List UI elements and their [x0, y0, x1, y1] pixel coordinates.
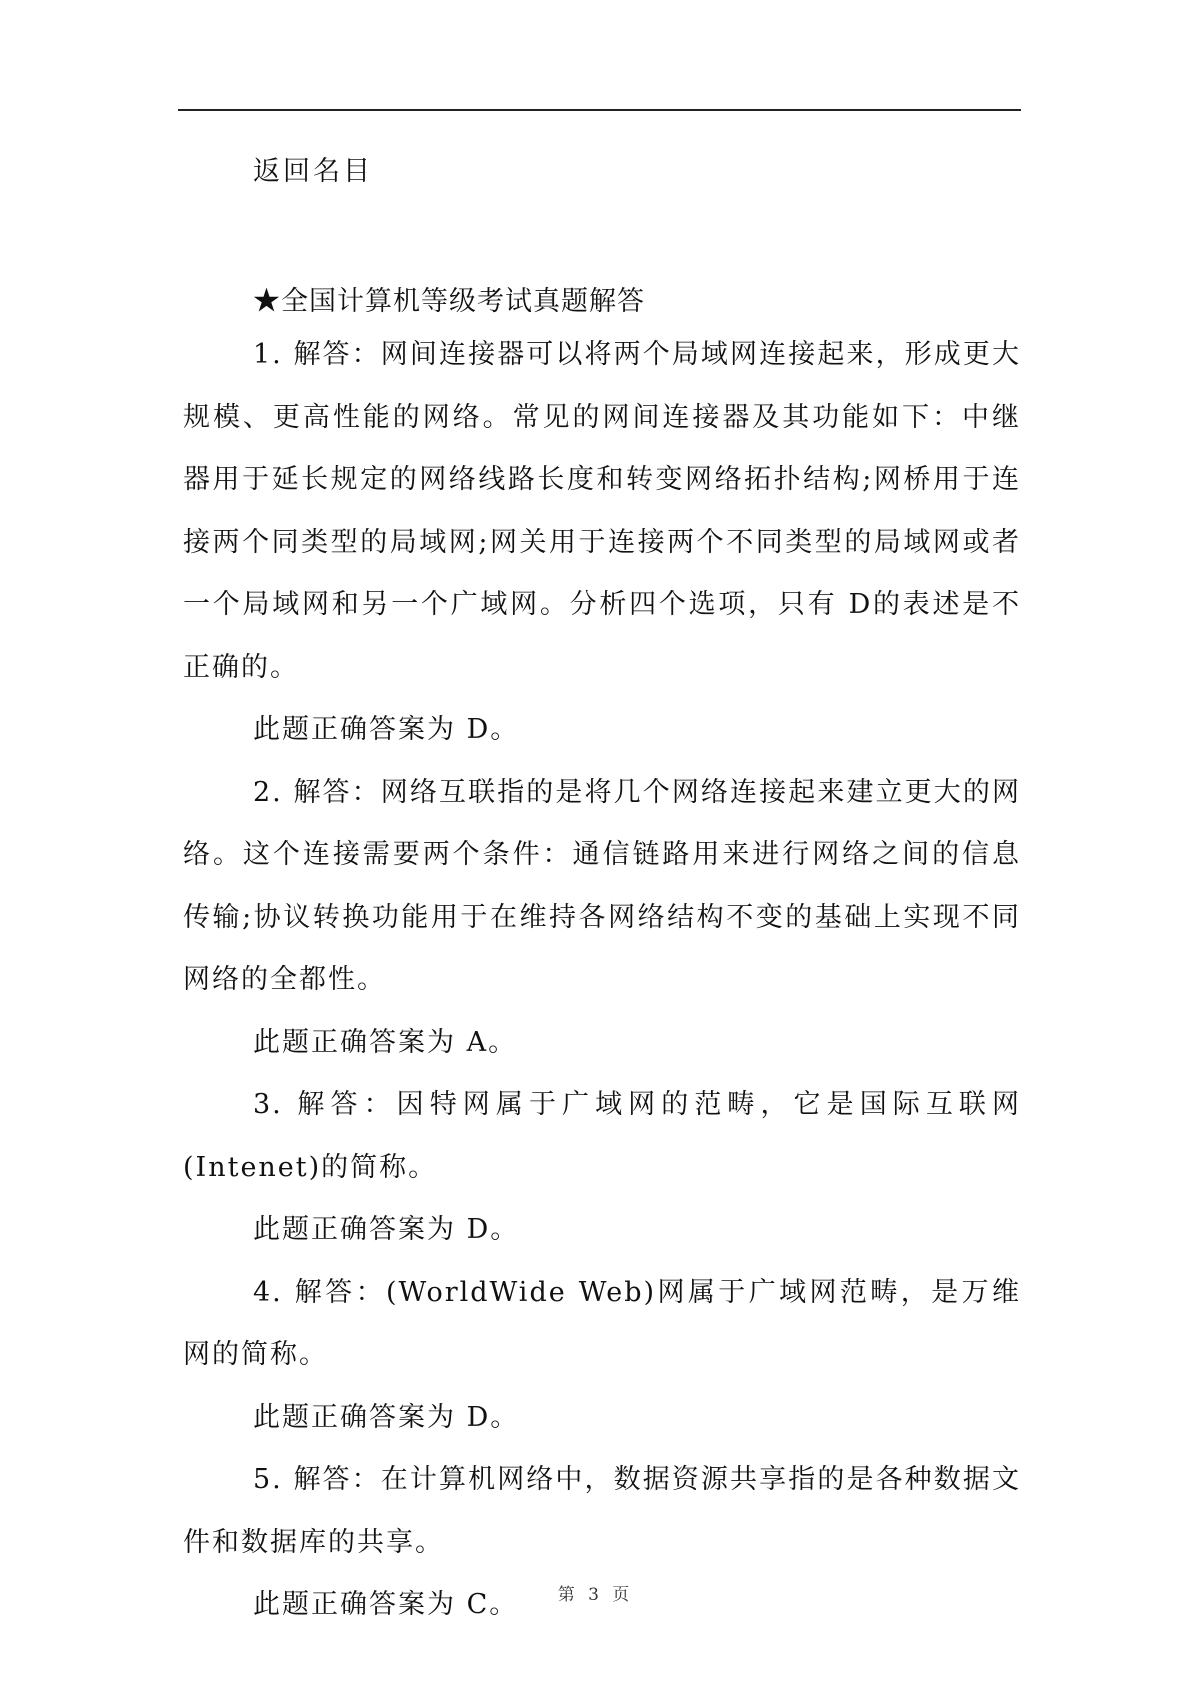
answer-explanation-2: 2. 解答：网络互联指的是将几个网络连接起来建立更大的网络。这个连接需要两个条件：通信链路用来进行网络之间的信息传输;协议转换功能用于在维持各网络结构不变的基础上实现不同网络的全都性。: [183, 776, 1021, 995]
correct-answer-2: 此题正确答案为 A。: [253, 1026, 518, 1058]
answer-explanation-4: 4. 解答：(WorldWide Web)网属于广域网范畴，是万维网的简称。: [183, 1276, 1021, 1370]
correct-answer-4: 此题正确答案为 D。: [253, 1401, 520, 1433]
back-to-contents-link[interactable]: 返回名目: [253, 156, 373, 187]
answer-explanation-5: 5. 解答：在计算机网络中，数据资源共享指的是各种数据文件和数据库的共享。: [183, 1464, 1021, 1558]
correct-answer-1: 此题正确答案为 D。: [253, 714, 520, 745]
answer-explanation-1: 1. 解答：网间连接器可以将两个局域网连接起来，形成更大规模、更高性能的网络。常见的网间连接器及其功能如下：中继器用于延长规定的网络线路长度和转变网络拓扑结构;网桥用于连接两个同类型的局域网;网关用于连接两个不同类型的局域网或者一个局域网和另一个广域网。分析四个选项，只有 D的表述是不正确的。: [183, 339, 1021, 683]
header-rule: [178, 109, 1021, 111]
document-body: [183, 150, 1021, 1637]
correct-answer-5: 此题正确答案为 C。: [253, 1589, 519, 1620]
section-title: ★全国计算机等级考试真题解答: [253, 286, 645, 317]
answer-explanation-3: 3. 解答：因特网属于广域网的范畴，它是国际互联网(Intenet)的简称。: [183, 1089, 1021, 1183]
correct-answer-3: 此题正确答案为 D。: [253, 1214, 520, 1245]
page-number: 第 3 页: [557, 1585, 634, 1605]
